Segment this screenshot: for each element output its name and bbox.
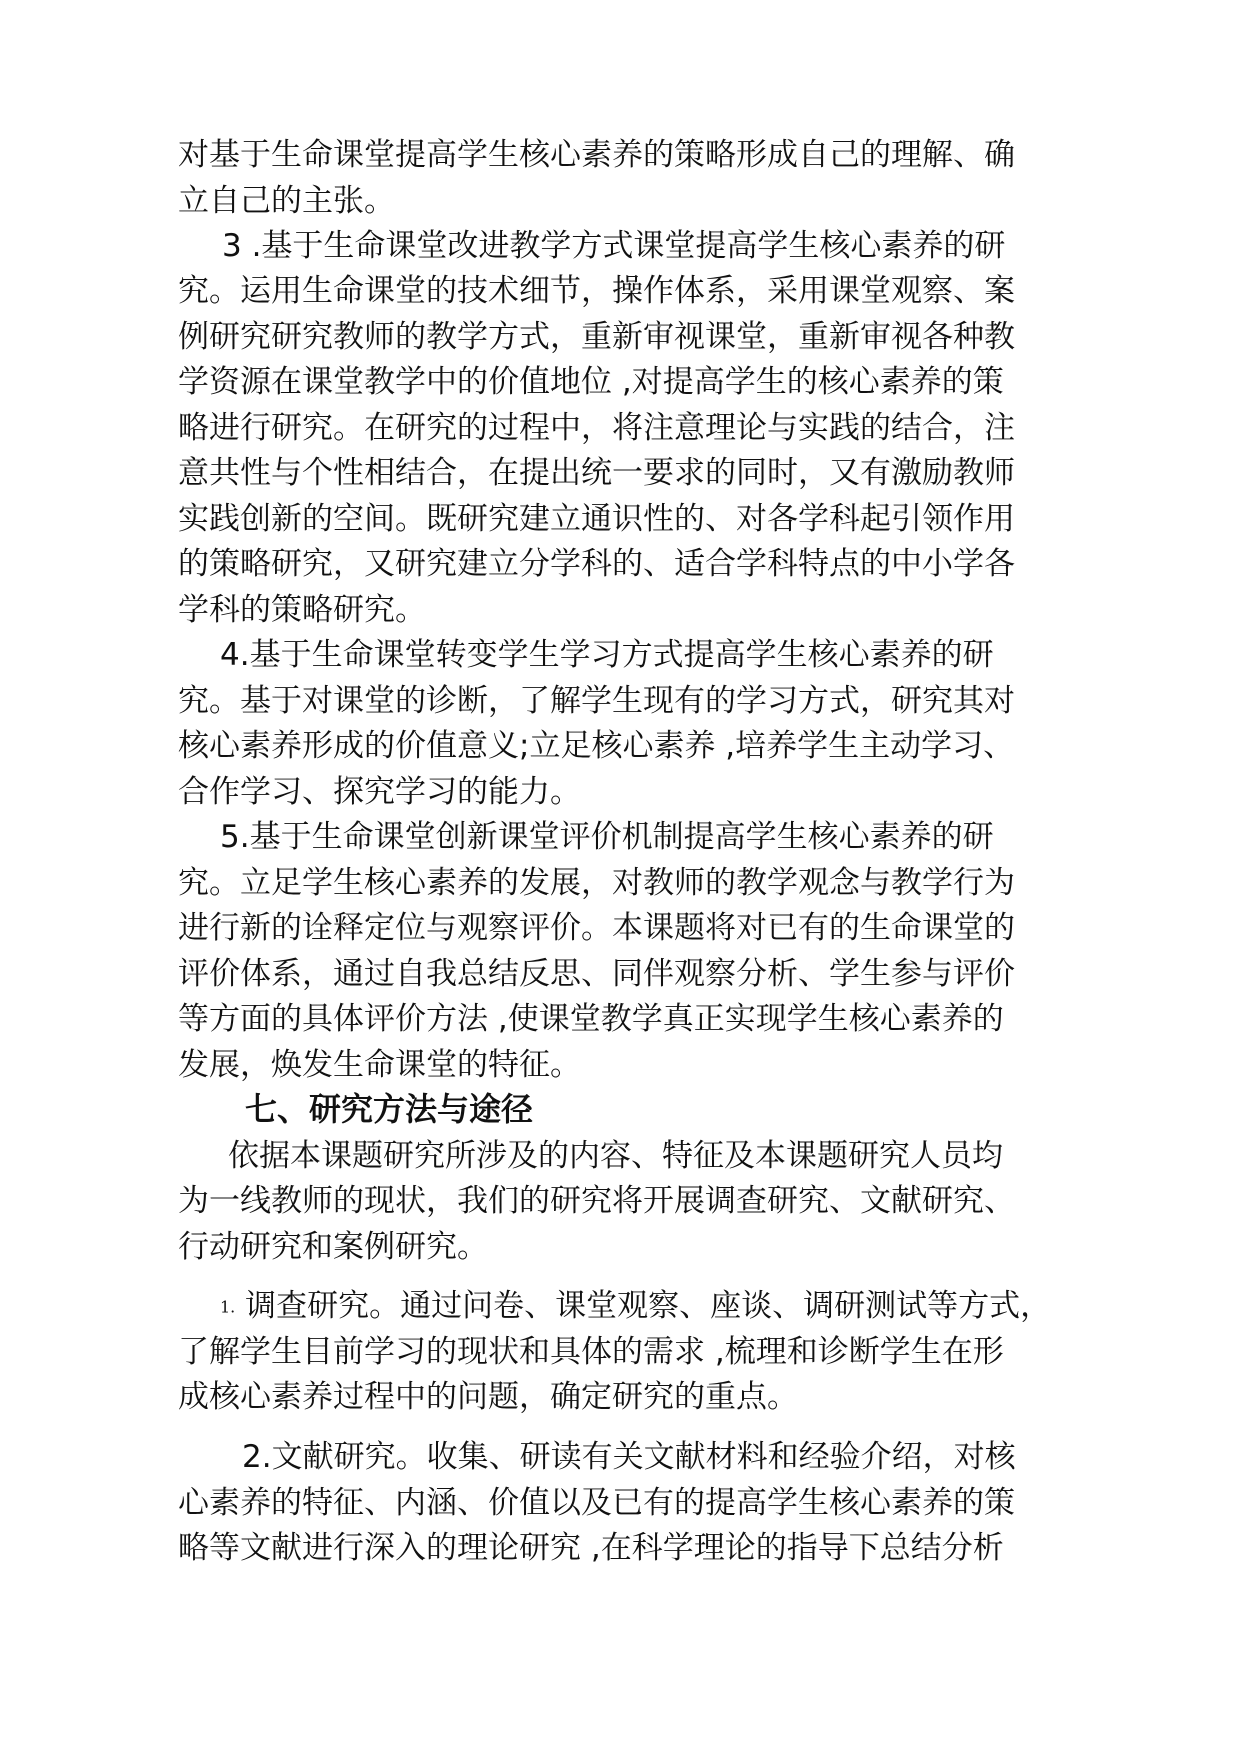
text-line: 为一线教师的现状，我们的研究将开展调查研究、文献研究、 [178,1183,1015,1219]
text-line: 的策略研究，又研究建立分学科的、适合学科特点的中小学各 [178,546,1015,582]
text-line: 评价体系，通过自我总结反思、同伴观察分析、学生参与评价 [178,956,1015,992]
text-line: 发展，焕发生命课堂的特征。 [178,1047,581,1083]
text-line: 进行新的诠释定位与观察评价。本课题将对已有的生命课堂的 [178,910,1015,946]
text-line: 学资源在课堂教学中的价值地位 ,对提高学生的核心素养的策 [178,364,1004,400]
list-item-line [220,1287,1051,1327]
text-line: 5.基于生命课堂创新课堂评价机制提高学生核心素养的研 [220,819,994,855]
text-line: 核心素养形成的价值意义;立足核心素养 ,培养学生主动学习、 [178,728,1015,764]
list-marker: 1. [220,1297,236,1317]
text-line: 依据本课题研究所涉及的内容、特征及本课题研究人员均 [228,1138,1003,1174]
text-line: 立自己的主张。 [178,183,395,219]
text-line: 学科的策略研究。 [178,592,426,628]
text-line: 究。基于对课堂的诊断，了解学生现有的学习方式，研究其对 [178,683,1015,719]
text-line: 意共性与个性相结合，在提出统一要求的同时，又有激励教师 [178,455,1015,491]
section-heading: 七、研究方法与途径 [245,1090,534,1128]
text-line: 成核心素养过程中的问题，确定研究的重点。 [178,1379,798,1415]
text-line: 合作学习、探究学习的能力。 [178,774,581,810]
text-line: 2.文献研究。收集、研读有关文献材料和经验介绍，对核 [242,1439,1016,1475]
text-line: 对基于生命课堂提高学生核心素养的策略形成自己的理解、确 [178,137,1015,173]
text-line: 行动研究和案例研究。 [178,1229,488,1265]
text-line: 略进行研究。在研究的过程中，将注意理论与实践的结合，注 [178,410,1015,446]
text-line: 实践创新的空间。既研究建立通识性的、对各学科起引领作用 [178,501,1015,537]
text-line: 调查研究。通过问卷、课堂观察、座谈、调研测试等方式， [245,1288,1052,1324]
text-line: 究。立足学生核心素养的发展，对教师的教学观念与教学行为 [178,865,1015,901]
text-line: 4.基于生命课堂转变学生学习方式提高学生核心素养的研 [220,637,994,673]
text-line: 例研究研究教师的教学方式，重新审视课堂，重新审视各种教 [178,319,1015,355]
text-line: 究。运用生命课堂的技术细节，操作体系，采用课堂观察、案 [178,273,1015,309]
text-line: 等方面的具体评价方法 ,使课堂教学真正实现学生核心素养的 [178,1001,1004,1037]
text-line: 3 .基于生命课堂改进教学方式课堂提高学生核心素养的研 [222,228,1006,264]
text-line: 了解学生目前学习的现状和具体的需求 ,梳理和诊断学生在形 [178,1334,1004,1370]
text-line: 心素养的特征、内涵、价值以及已有的提高学生核心素养的策 [178,1485,1015,1521]
text-line: 略等文献进行深入的理论研究 ,在科学理论的指导下总结分析 [178,1530,1004,1566]
